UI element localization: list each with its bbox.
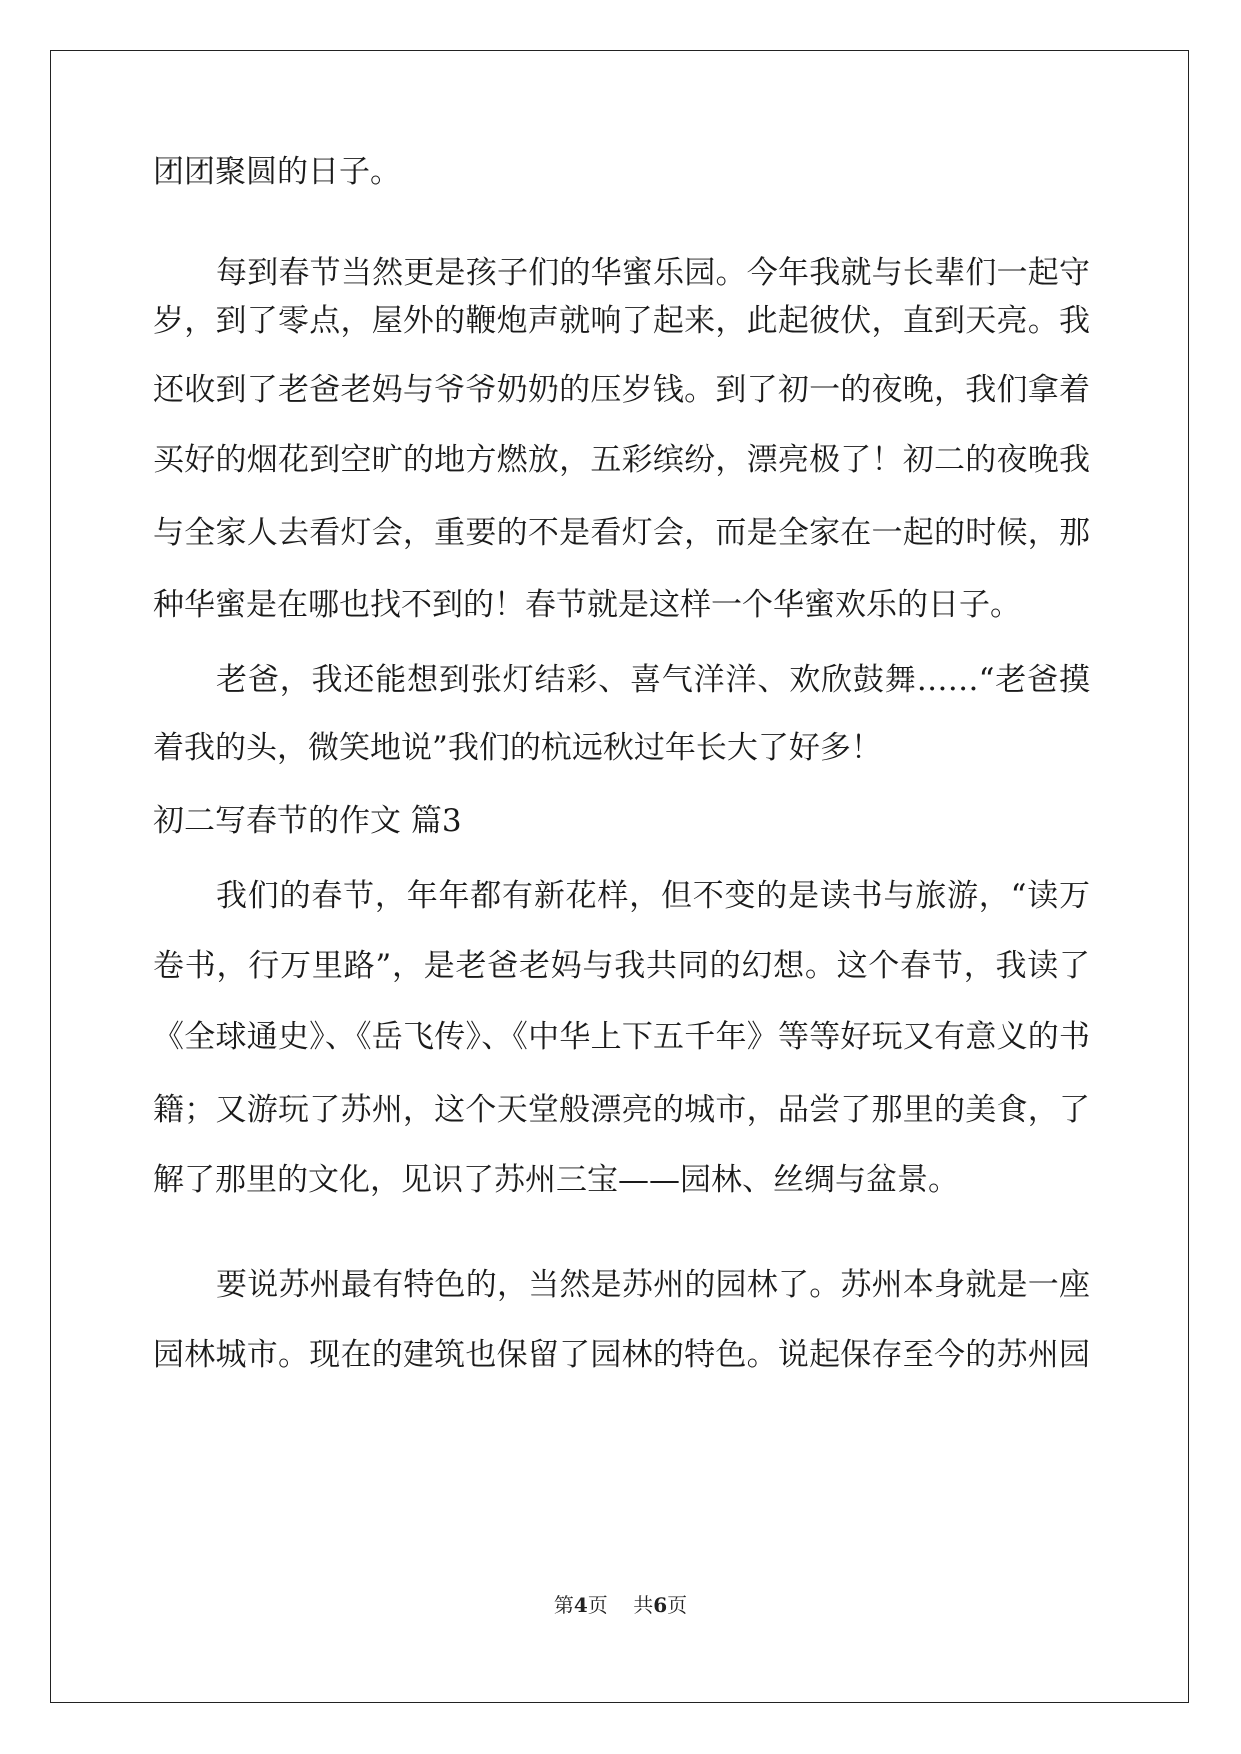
text-line: 每到春节当然更是孩子们的华蜜乐园。今年我就与长辈们一起守	[216, 255, 1090, 291]
footer-page-number: 4	[573, 1593, 588, 1617]
footer-total-number: 6	[653, 1593, 668, 1617]
text-line: 园林城市。现在的建筑也保留了园林的特色。说起保存至今的苏州园	[153, 1337, 1090, 1373]
text-line: 要说苏州最有特色的，当然是苏州的园林了。苏州本身就是一座	[216, 1267, 1090, 1303]
text-line: 卷书，行万里路”，是老爸老妈与我共同的幻想。这个春节，我读了	[153, 948, 1090, 984]
text-line: 还收到了老爸老妈与爷爷奶奶的压岁钱。到了初一的夜晚，我们拿着	[153, 372, 1090, 408]
text-line: 岁，到了零点，屋外的鞭炮声就响了起来，此起彼伏，直到天亮。我	[153, 303, 1090, 339]
text-line: 我们的春节，年年都有新花样，但不变的是读书与旅游，“读万	[216, 878, 1090, 914]
text-line: 着我的头，微笑地说”我们的杭远秋过年长大了好多！	[153, 730, 882, 766]
page-footer	[0, 1590, 1241, 1620]
text-line: 团团聚圆的日子。	[153, 154, 401, 190]
footer-page-suffix: 页	[587, 1593, 608, 1617]
text-line: 种华蜜是在哪也找不到的！春节就是这样一个华蜜欢乐的日子。	[153, 587, 1021, 623]
footer-page-prefix: 第	[553, 1593, 574, 1617]
text-line: 买好的烟花到空旷的地方燃放，五彩缤纷，漂亮极了！初二的夜晚我	[153, 442, 1090, 478]
text-line: 《全球通史》、《岳飞传》、《中华上下五千年》等等好玩又有意义的书	[153, 1019, 1090, 1055]
section-heading: 初二写春节的作文 篇3	[153, 803, 462, 839]
footer-total-prefix: 共	[633, 1593, 654, 1617]
text-line: 籍；又游玩了苏州，这个天堂般漂亮的城市，品尝了那里的美食，了	[153, 1092, 1090, 1128]
footer-total-suffix: 页	[667, 1593, 688, 1617]
text-line: 解了那里的文化，见识了苏州三宝——园林、丝绸与盆景。	[153, 1162, 959, 1198]
text-line: 老爸，我还能想到张灯结彩、喜气洋洋、欢欣鼓舞……“老爸摸	[216, 662, 1090, 698]
text-line: 与全家人去看灯会，重要的不是看灯会，而是全家在一起的时候，那	[153, 515, 1090, 551]
